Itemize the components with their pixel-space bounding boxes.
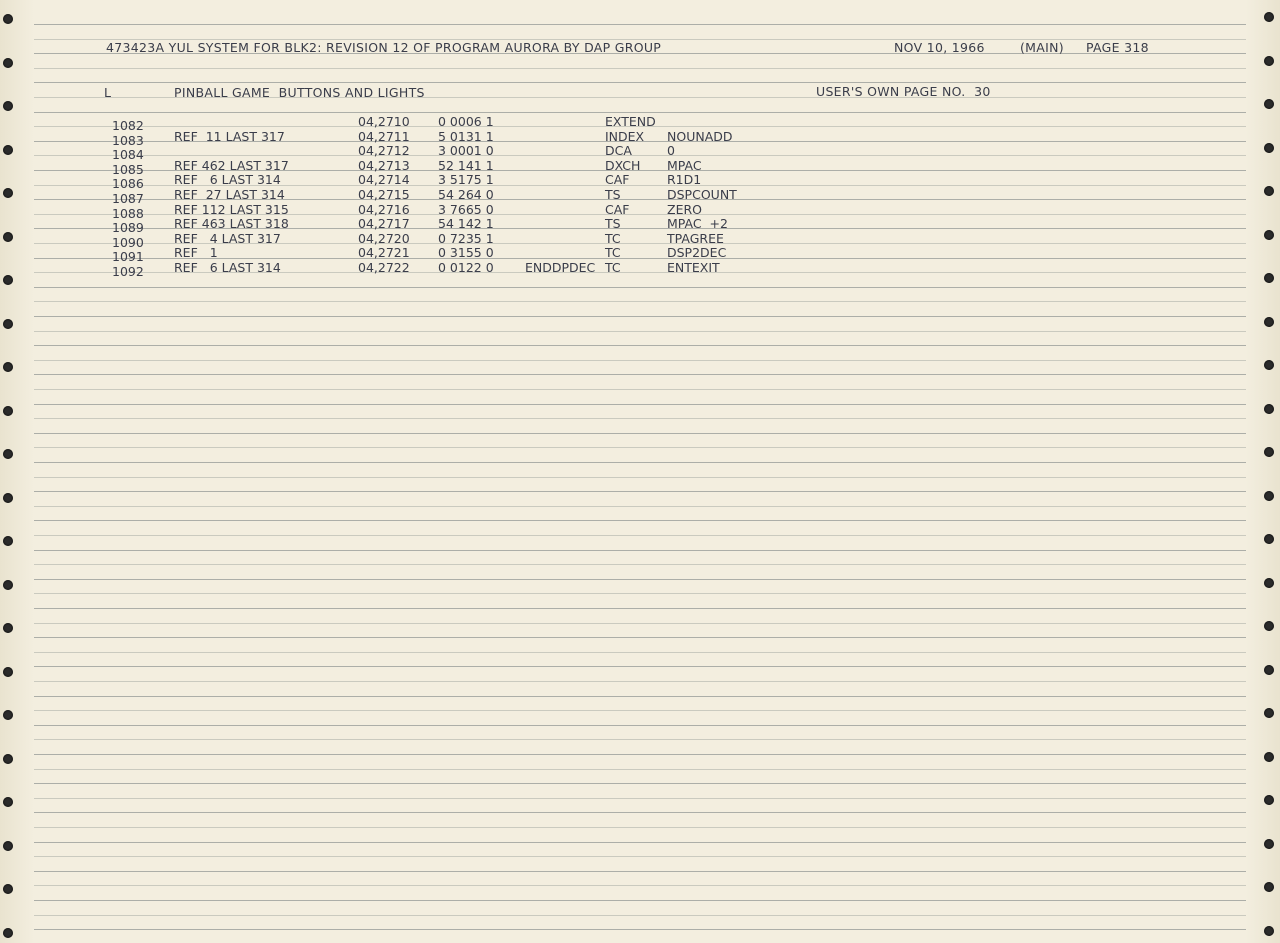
listing-loc: 04,2720 [358, 230, 410, 246]
tractor-hole [1264, 795, 1274, 805]
listing-addr: TPAGREE [667, 230, 724, 246]
listing-row [0, 143, 1280, 163]
listing-op: TC [605, 245, 621, 261]
listing-row [0, 157, 1280, 177]
listing-line: 1087 [112, 191, 144, 206]
listing-row [0, 201, 1280, 221]
listing-loc: 04,2711 [358, 128, 410, 144]
listing-word: 0 0006 1 [438, 114, 494, 129]
listing-ref: REF 463 LAST 318 [174, 216, 289, 232]
listing-op: CAF [605, 172, 630, 188]
tractor-hole [3, 623, 13, 633]
listing-row [0, 245, 1280, 265]
listing-line: 1082 [112, 118, 144, 133]
listing-addr: 0 [667, 143, 675, 159]
subheader-title: PINBALL GAME BUTTONS AND LIGHTS [174, 85, 425, 100]
tractor-hole [1264, 578, 1274, 588]
listing-line: 1084 [112, 147, 144, 163]
listing-ref: REF 4 LAST 317 [174, 230, 281, 246]
subheader-marker: L [104, 85, 112, 100]
listing-addr: MPAC +2 [667, 216, 728, 232]
listing-addr: DSP2DEC [667, 245, 727, 261]
listing-line: 1083 [112, 132, 144, 148]
listing-addr: R1D1 [667, 172, 702, 188]
tractor-hole [3, 101, 13, 111]
tractor-hole [1264, 839, 1274, 849]
tractor-hole [3, 754, 13, 764]
tractor-hole [1264, 56, 1274, 66]
listing-word: 0 3155 0 [438, 245, 494, 261]
tractor-hole [1264, 665, 1274, 675]
listing-loc: 04,2717 [358, 216, 410, 232]
listing-page-number: PAGE 318 [1086, 40, 1149, 55]
tractor-hole [1264, 273, 1274, 283]
listing-ref: REF 11 LAST 317 [174, 128, 285, 144]
listing-line: 1086 [112, 176, 144, 192]
listing-word: 3 0001 0 [438, 143, 494, 159]
listing-addr: ENTEXIT [667, 260, 720, 275]
tractor-hole [3, 14, 13, 24]
listing-word: 3 7665 0 [438, 201, 494, 217]
listing-ref: REF 6 LAST 314 [174, 260, 281, 275]
listing-loc: 04,2710 [358, 114, 410, 129]
tractor-hole [1264, 447, 1274, 457]
listing-line: 1089 [112, 220, 144, 236]
listing-line: 1091 [112, 249, 144, 265]
tractor-hole [3, 449, 13, 459]
listing-row [0, 128, 1280, 148]
listing-addr: DSPCOUNT [667, 187, 737, 202]
listing-word: 5 0131 1 [438, 128, 494, 144]
tractor-hole [3, 362, 13, 372]
listing-op: INDEX [605, 128, 645, 144]
tractor-hole [3, 841, 13, 851]
listing-word: 0 7235 1 [438, 230, 494, 246]
tractor-hole [1264, 317, 1274, 327]
listing-addr: ZERO [667, 201, 702, 217]
users-page-number: USER'S OWN PAGE NO. 30 [816, 84, 991, 99]
listing-op: CAF [605, 201, 630, 217]
tractor-hole [1264, 882, 1274, 892]
listing-loc: 04,2712 [358, 143, 410, 159]
listing-op: TC [605, 230, 621, 246]
tractor-hole [3, 406, 13, 416]
listing-line: 1085 [112, 161, 144, 177]
listing-row [0, 230, 1280, 250]
tractor-hole [3, 667, 13, 677]
listing-ref: REF 27 LAST 314 [174, 187, 285, 202]
tractor-hole [3, 710, 13, 720]
listing-loc: 04,2722 [358, 260, 410, 275]
listing-word: 54 142 1 [438, 216, 494, 232]
tractor-hole [3, 275, 13, 285]
listing-word: 0 0122 0 [438, 260, 494, 275]
listing-op: TC [605, 260, 621, 275]
listing-word: 54 264 0 [438, 187, 494, 202]
listing-ref: REF 462 LAST 317 [174, 157, 289, 173]
tractor-hole [1264, 708, 1274, 718]
listing-date: NOV 10, 1966 [894, 40, 985, 55]
listing-op: DCA [605, 143, 632, 159]
listing-row [0, 172, 1280, 192]
listing-loc: 04,2721 [358, 245, 410, 261]
listing-row [0, 187, 1280, 206]
listing-word: 3 5175 1 [438, 172, 494, 188]
tractor-hole [1264, 491, 1274, 501]
tractor-hole [3, 493, 13, 503]
listing-section: (MAIN) [1020, 40, 1064, 55]
tractor-hole [1264, 404, 1274, 414]
listing-loc: 04,2714 [358, 172, 410, 188]
listing-header-title: 473423A YUL SYSTEM FOR BLK2: REVISION 12 OF PROGRAM AURORA BY DAP GROUP [106, 40, 662, 55]
tractor-hole [3, 797, 13, 807]
tractor-hole [1264, 534, 1274, 544]
listing-op: TS [605, 216, 621, 232]
listing-label: ENDDPDEC [525, 260, 596, 275]
listing-line: 1088 [112, 205, 144, 221]
listing-ref: REF 6 LAST 314 [174, 172, 281, 188]
listing-row [0, 114, 1280, 133]
listing-addr: MPAC [667, 157, 702, 173]
tractor-hole [1264, 99, 1274, 109]
tractor-hole [1264, 926, 1274, 936]
listing-loc: 04,2713 [358, 157, 410, 173]
tractor-hole [3, 928, 13, 938]
tractor-hole [3, 58, 13, 68]
tractor-hole [3, 884, 13, 894]
listing-addr: NOUNADD [667, 128, 733, 144]
tractor-hole [1264, 752, 1274, 762]
listing-op: DXCH [605, 157, 641, 173]
tractor-hole [3, 580, 13, 590]
tractor-hole [1264, 360, 1274, 370]
listing-loc: 04,2716 [358, 201, 410, 217]
listing-word: 52 141 1 [438, 157, 494, 173]
listing-ref: REF 112 LAST 315 [174, 201, 289, 217]
tractor-hole [1264, 621, 1274, 631]
listing-op: TS [605, 187, 621, 202]
listing-loc: 04,2715 [358, 187, 410, 202]
listing-row [0, 216, 1280, 236]
tractor-hole [3, 536, 13, 546]
tractor-hole [1264, 12, 1274, 22]
listing-line: 1092 [112, 264, 144, 279]
listing-ref: REF 1 [174, 245, 218, 261]
listing-row [0, 260, 1280, 279]
listing-line: 1090 [112, 234, 144, 250]
listing-op: EXTEND [605, 114, 656, 129]
tractor-hole [3, 319, 13, 329]
